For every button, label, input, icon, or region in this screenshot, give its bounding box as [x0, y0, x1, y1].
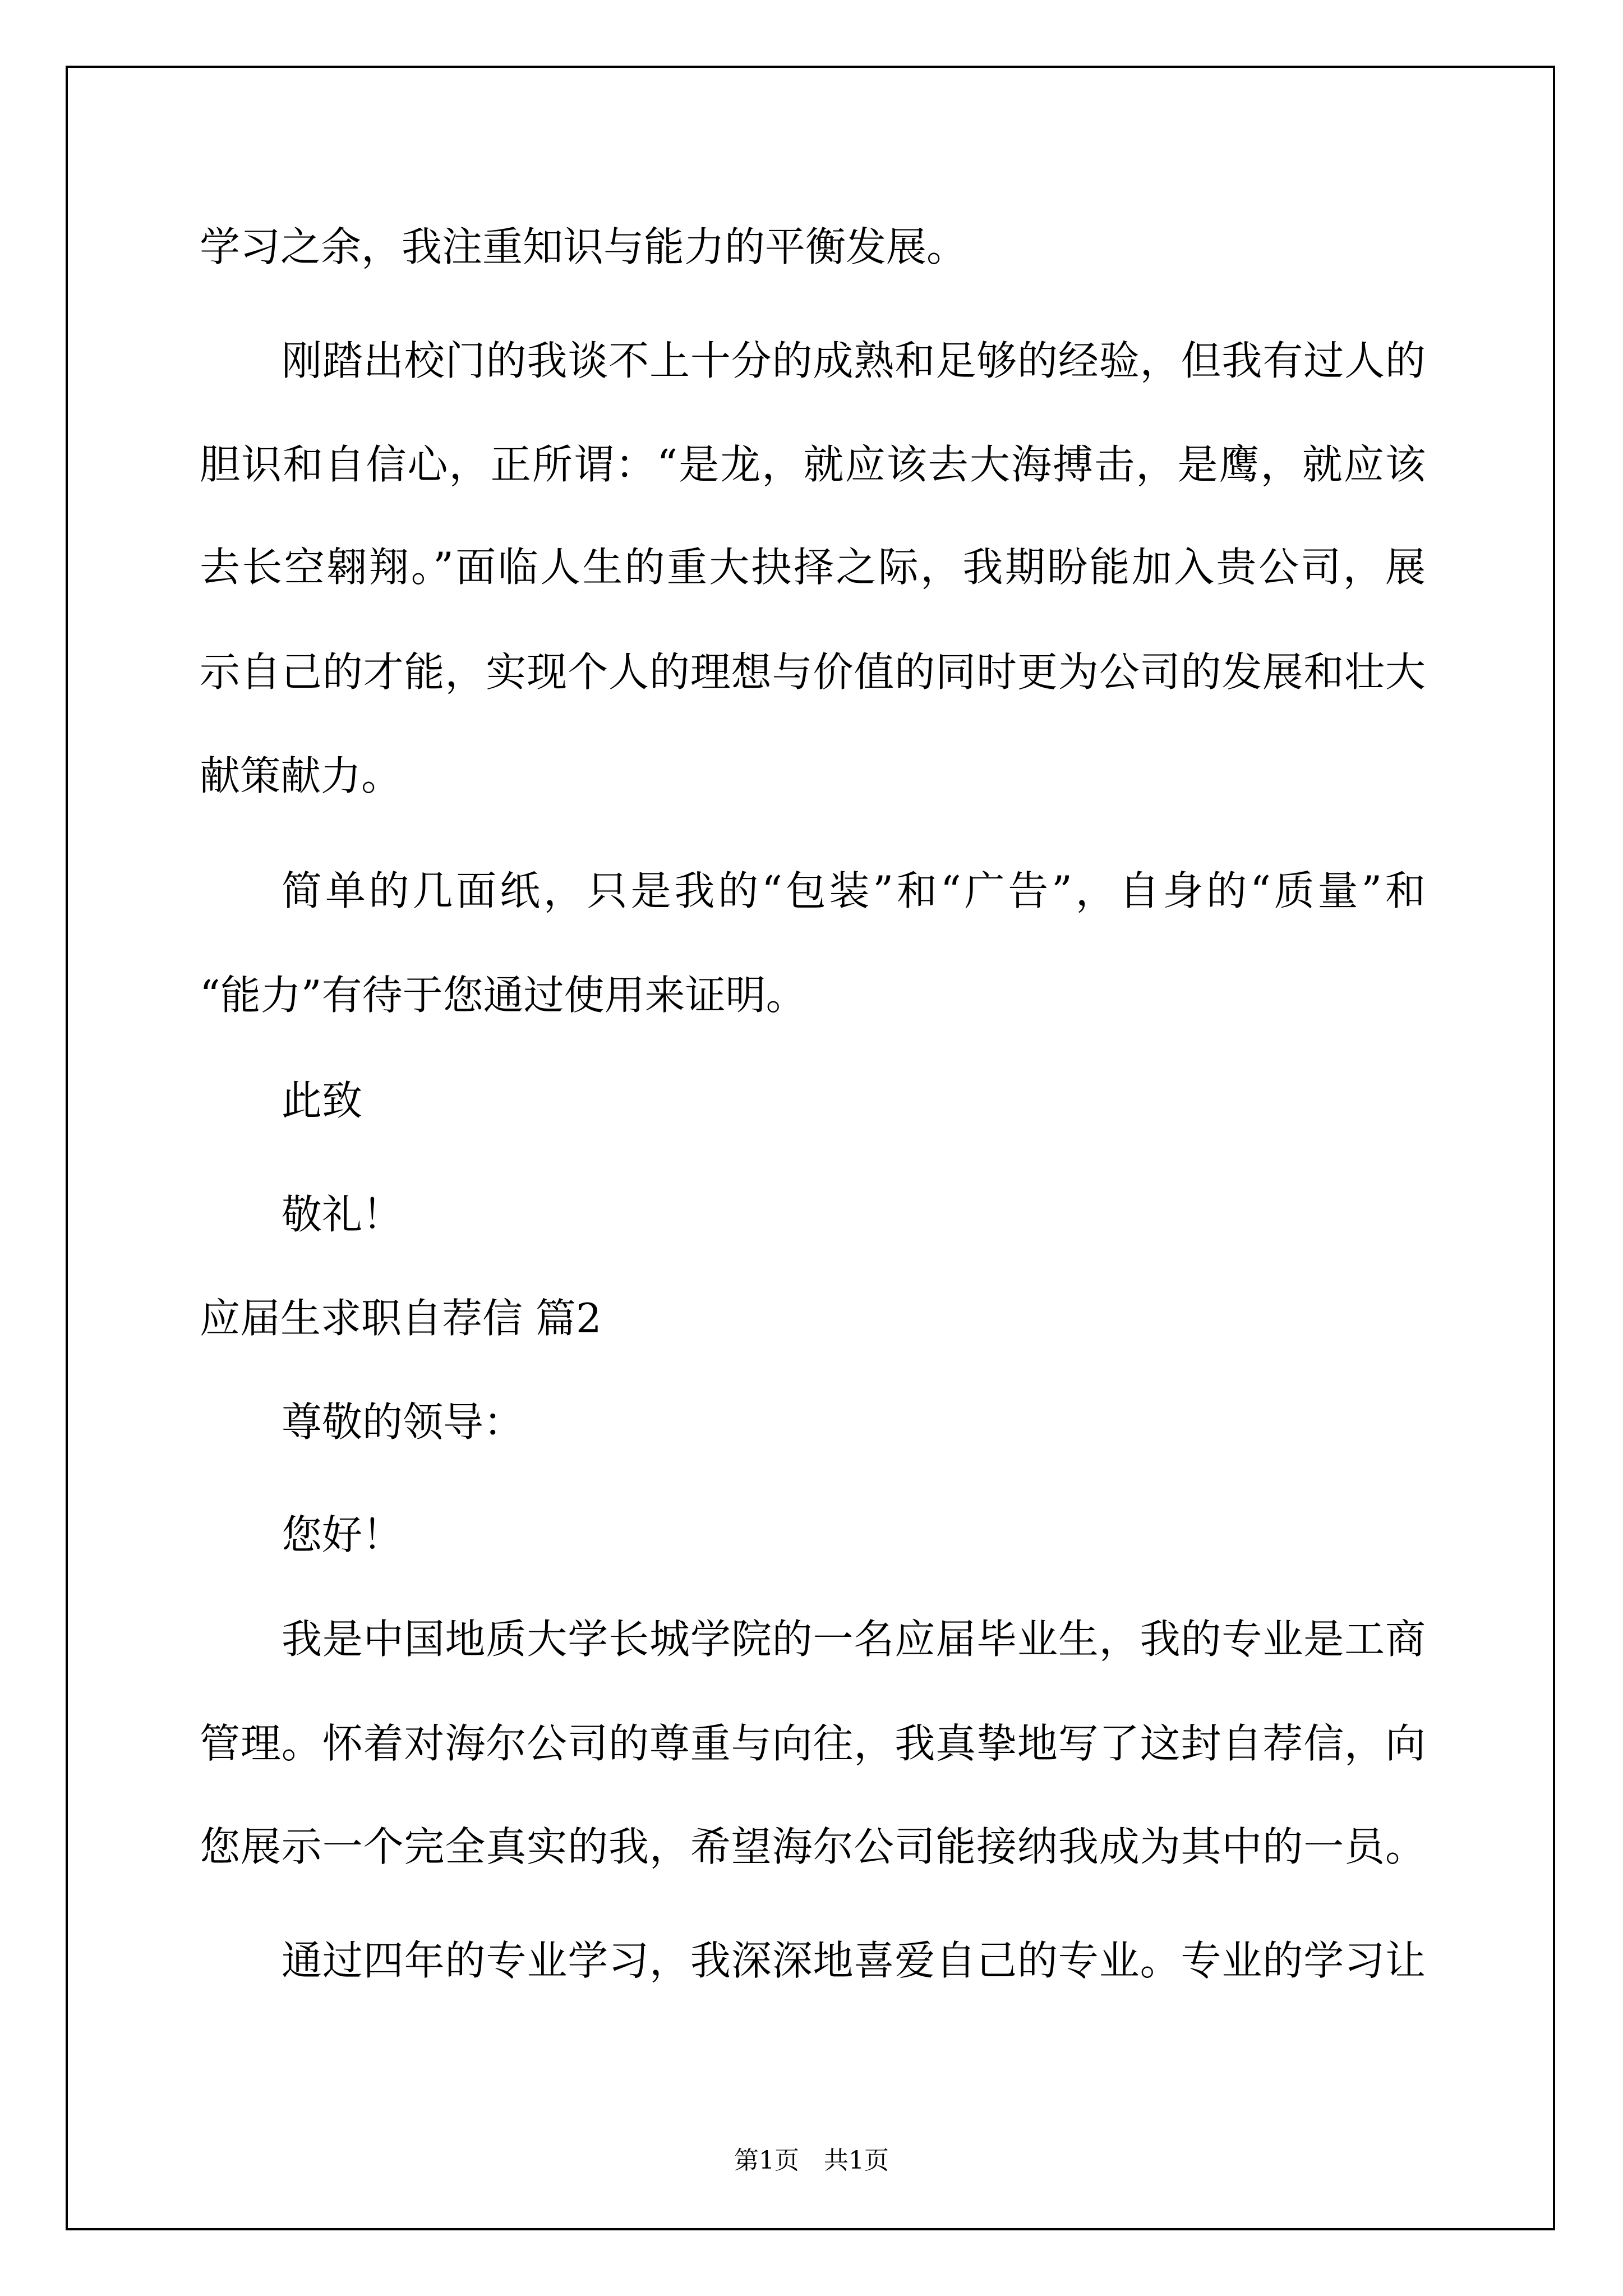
text-line: 此致: [282, 1077, 363, 1124]
section-heading: 应届生求职自荐信 篇2: [200, 1295, 602, 1342]
text-line: 我是中国地质大学长城学院的一名应届毕业生，我的专业是工商: [282, 1616, 1426, 1663]
text-line: 敬礼！: [282, 1191, 403, 1238]
text-line: 管理。怀着对海尔公司的尊重与向往，我真挚地写了这封自荐信，向: [200, 1720, 1426, 1767]
greeting: 您好！: [282, 1511, 403, 1558]
text-line: 献策献力。: [200, 752, 402, 799]
text-line: 通过四年的专业学习，我深深地喜爱自己的专业。专业的学习让: [282, 1937, 1426, 1984]
text-line: 刚踏出校门的我谈不上十分的成熟和足够的经验，但我有过人的: [282, 337, 1426, 384]
text-line: 胆识和自信心，正所谓：“是龙，就应该去大海搏击，是鹰，就应该: [200, 441, 1426, 488]
text-line: 学习之余，我注重知识与能力的平衡发展。: [200, 223, 967, 270]
text-line: 示自己的才能，实现个人的理想与价值的同时更为公司的发展和壮大: [200, 648, 1426, 696]
text-line: 您展示一个完全真实的我，希望海尔公司能接纳我成为其中的一员。: [200, 1823, 1426, 1870]
page-footer: 第1页 共1页: [734, 2146, 889, 2175]
text-line: 去长空翱翔。”面临人生的重大抉择之际，我期盼能加入贵公司，展: [200, 544, 1426, 591]
page-border: [66, 66, 1555, 2230]
text-line: “能力”有待于您通过使用来证明。: [200, 972, 806, 1019]
text-line: 简单的几面纸，只是我的“包装”和“广告”，自身的“质量”和: [282, 867, 1426, 914]
salutation: 尊敬的领导：: [282, 1398, 524, 1446]
